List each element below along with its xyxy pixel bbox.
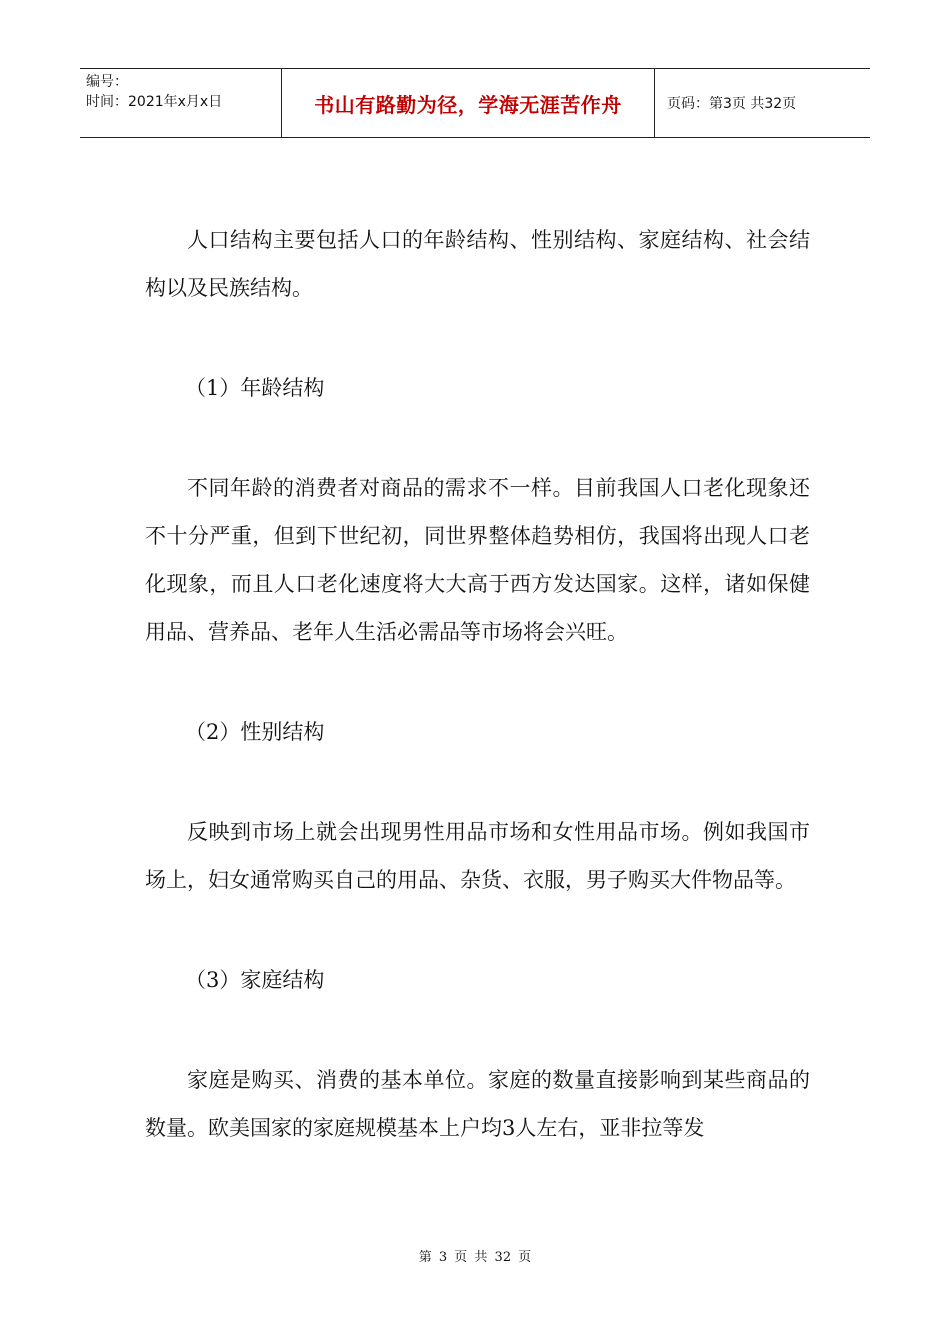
intro-paragraph: 人口结构主要包括人口的年龄结构、性别结构、家庭结构、社会结构以及民族结构。 <box>145 228 810 300</box>
document-number-label: 编号： <box>86 74 128 90</box>
header-page-info: 页码：第3页 共32页 <box>667 96 797 112</box>
header-meta <box>80 69 282 137</box>
section-text-gender: 反映到市场上就会出现男性用品市场和女性用品市场。例如我国市场上，妇女通常购买自己的用品、杂货、衣服，男子购买大件物品等。 <box>145 820 810 892</box>
document-time-label: 时间：2021年x月x日 <box>86 94 223 110</box>
section-text-age: 不同年龄的消费者对商品的需求不一样。目前我国人口老化现象还不十分严重，但到下世纪初，同世界整体趋势相仿，我国将出现人口老化现象，而且人口老化速度将大大高于西方发达国家。这样，诸如保健用品、营养品、老年人生活必需品等市场将会兴旺。 <box>145 476 810 644</box>
document-body <box>145 216 810 1152</box>
section-heading-family: （3）家庭结构 <box>185 968 325 992</box>
page-header <box>80 68 870 138</box>
section-heading-gender: （2）性别结构 <box>185 720 325 744</box>
section-heading-age: （1）年龄结构 <box>185 376 325 400</box>
section-text-family: 家庭是购买、消费的基本单位。家庭的数量直接影响到某些商品的数量。欧美国家的家庭规模基本上户均3人左右，亚非拉等发 <box>145 1068 810 1140</box>
page-footer: 第 3 页 共 32 页 <box>418 1250 532 1265</box>
header-motto: 书山有路勤为径，学海无涯苦作舟 <box>282 69 655 137</box>
